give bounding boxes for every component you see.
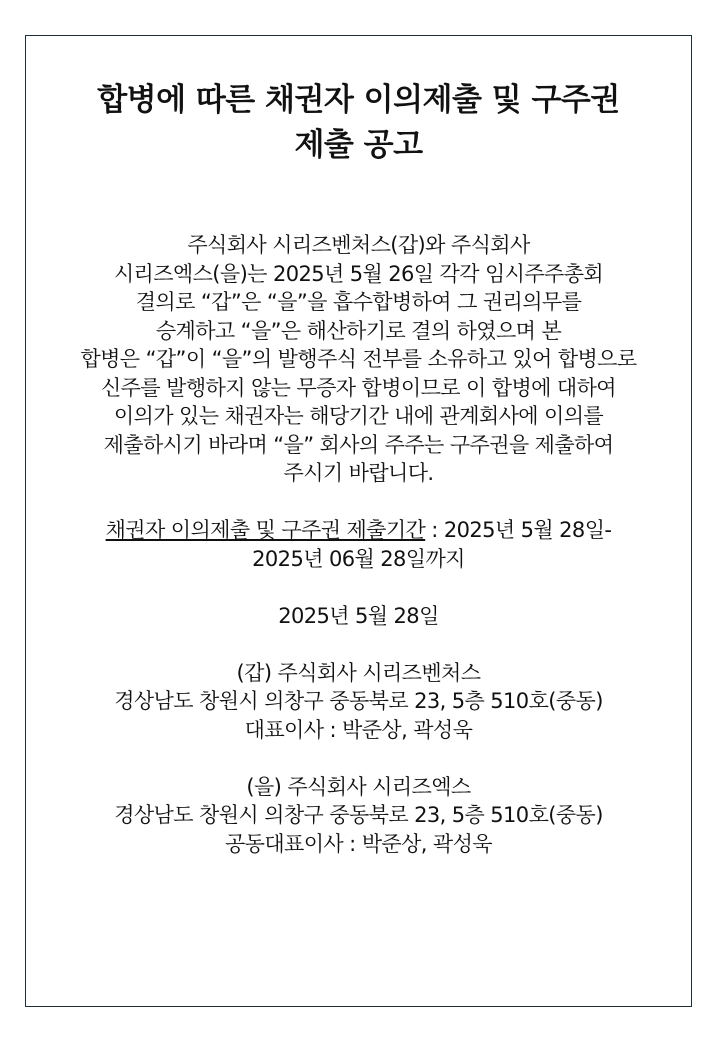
company-a-representative: 대표이사 : 박준상, 곽성욱	[244, 717, 473, 742]
spacer	[26, 630, 691, 659]
body-line: 주식회사 시리즈벤처스(갑)와 주식회사	[187, 233, 530, 257]
body-line: 결의로 “갑”은 “을”을 흡수합병하여 그 권리의무를	[135, 290, 582, 314]
body-line: 승계하고 “을”은 해산하기로 결의 하였으며 본	[155, 318, 562, 343]
body-line: 제출하시기 바라며 “을” 회사의 주주는 구주권을 제출하여	[103, 432, 614, 457]
notice-title	[26, 78, 691, 168]
company-b-name: (을) 주식회사 시리즈엑스	[246, 774, 471, 799]
period-label: 채권자 이의제출 및 구주권 제출기간	[105, 518, 426, 542]
body-line: 합병은 “갑”이 “을”의 발행주식 전부를 소유하고 있어 합병으로	[80, 347, 637, 371]
spacer	[26, 488, 691, 517]
body-line: 주시기 바랍니다.	[283, 461, 434, 485]
spacer	[26, 573, 691, 602]
body-line: 시리즈엑스(을)는 2025년 5월 26일 각각 임시주주총회	[113, 261, 604, 286]
company-a-name: (갑) 주식회사 시리즈벤처스	[236, 660, 481, 685]
period-value: : 2025년 5월 28일-	[425, 518, 612, 542]
objection-period	[26, 516, 691, 545]
notice-frame	[25, 35, 692, 1007]
title-line-1: 합병에 따른 채권자 이의제출 및 구주권	[97, 82, 620, 118]
company-b-representative: 공동대표이사 : 박준상, 곽성욱	[224, 831, 492, 856]
body-line: 신주를 발행하지 않는 무증자 합병이므로 이 합병에 대하여	[101, 375, 616, 400]
period-value-line-2: 2025년 06월 28일까지	[252, 546, 465, 571]
body-line: 이의가 있는 채권자는 해당기간 내에 관계회사에 이의를	[113, 404, 604, 428]
title-line-2: 제출 공고	[294, 127, 423, 163]
company-b-address: 경상남도 창원시 의창구 중동북로 23, 5층 510호(중동)	[114, 803, 603, 827]
notice-body	[26, 231, 691, 858]
spacer	[26, 744, 691, 773]
company-a-address: 경상남도 창원시 의창구 중동북로 23, 5층 510호(중동)	[114, 689, 603, 713]
notice-date: 2025년 5월 28일	[278, 603, 439, 628]
